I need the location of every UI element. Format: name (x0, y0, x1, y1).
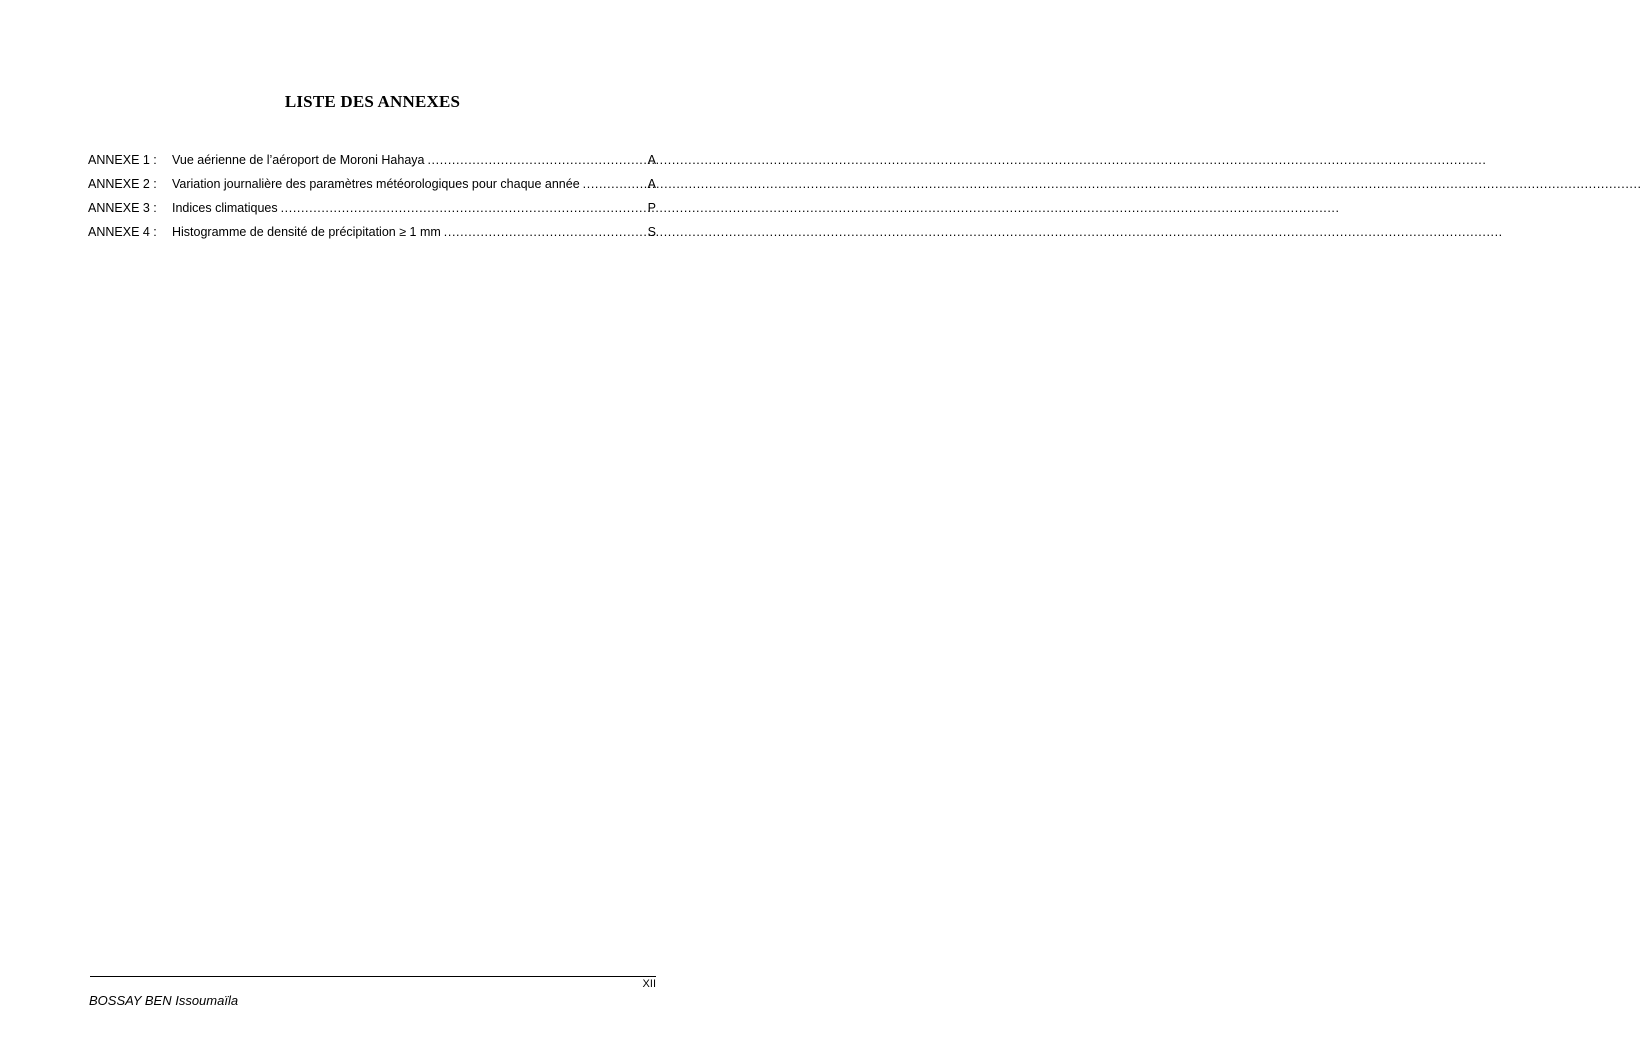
annex-entry-4[interactable] (88, 224, 656, 248)
annex-title: Variation journalière des paramètres météorologiques pour chaque année (172, 177, 580, 191)
page-number: XII (642, 978, 656, 990)
annex-label: ANNEXE 2 : (88, 177, 157, 191)
annex-page-ref: A (647, 177, 656, 191)
annex-entry-2[interactable] (88, 176, 656, 200)
dot-leader (583, 176, 646, 192)
annex-label: ANNEXE 1 : (88, 153, 157, 167)
annex-title: Histogramme de densité de précipitation ≥ 1 mm (172, 225, 441, 239)
annex-label: ANNEXE 4 : (88, 225, 157, 239)
dot-leader (427, 152, 645, 168)
annex-list (88, 152, 656, 248)
annex-title: Indices climatiques (172, 201, 278, 215)
footer-divider (90, 976, 656, 977)
page-title: LISTE DES ANNEXES (284, 92, 461, 111)
document-page (0, 0, 745, 1053)
annex-entry-3[interactable] (88, 200, 656, 224)
annex-label: ANNEXE 3 : (88, 201, 157, 215)
annex-page-ref: A (647, 153, 656, 167)
footer-author: BOSSAY BEN Issoumaïla (89, 993, 239, 1008)
annex-page-ref: S (647, 225, 656, 239)
annex-page-ref: P (647, 201, 656, 215)
annex-title: Vue aérienne de l’aéroport de Moroni Hahaya (172, 153, 425, 167)
dot-leader (444, 224, 646, 240)
annex-entry-1[interactable] (88, 152, 656, 176)
dot-leader (281, 200, 646, 216)
